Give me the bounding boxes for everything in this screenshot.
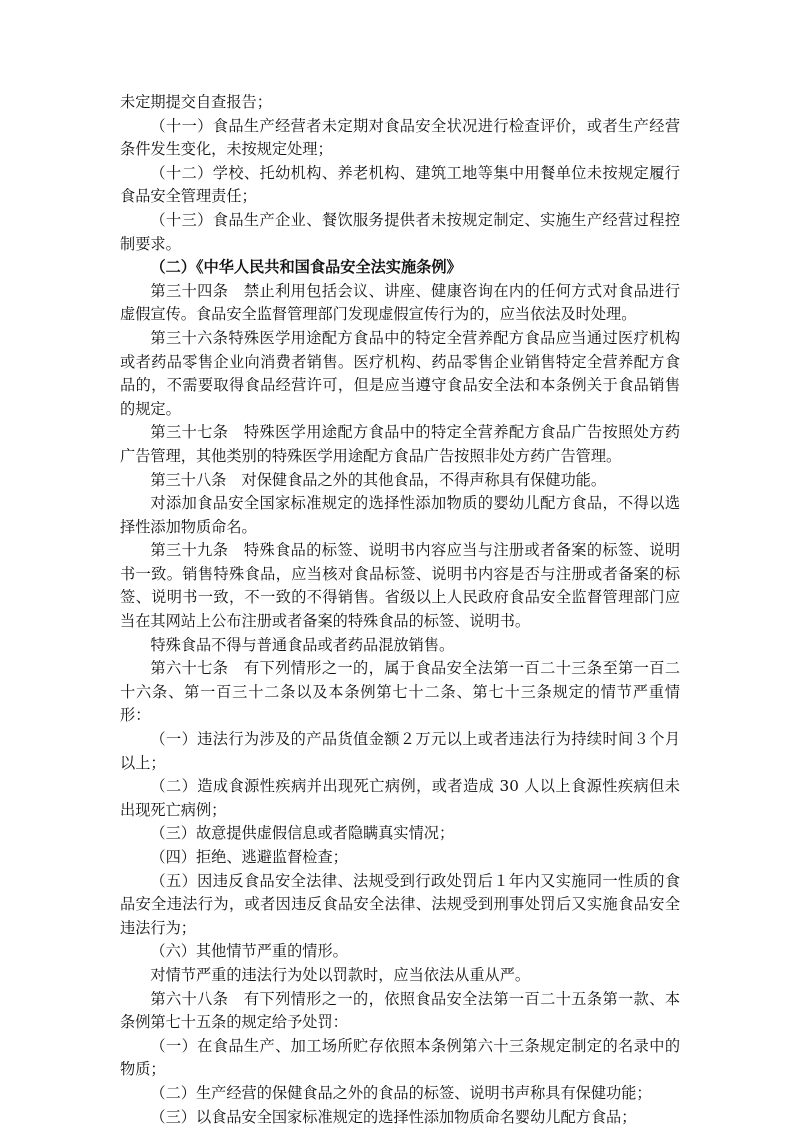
list-item-13: （十三）食品生产企业、餐饮服务提供者未按规定制定、实施生产经营过程控制要求。 [120, 210, 680, 253]
article-38-paragraph-2: 对添加食品安全国家标准规定的选择性添加物质的婴幼儿配方食品，不得以选择性添加物质命名。 [120, 494, 680, 536]
article-67-item-4: （四）拒绝、逃避监督检查； [150, 848, 348, 866]
article-67: 第六十七条 有下列情形之一的，属于食品安全法第一百二十三条至第一百二十六条、第一百三十二条以及本条例第七十二条、第七十三条规定的情节严重情形： [120, 659, 680, 725]
article-36: 第三十六条特殊医学用途配方食品中的特定全营养配方食品应当通过医疗机构或者药品零售企业向消费者销售。医疗机构、药品零售企业销售特定全营养配方食品的，不需要取得食品经营许可，但是应当遵守食品安全法和本条例关于食品销售的规定。 [120, 328, 680, 418]
article-67-item-1: （一）违法行为涉及的产品货值金额２万元以上或者违法行为持续时间３个月以上； [120, 730, 680, 772]
list-item-11: （十一）食品生产经营者未定期对食品安全状况进行检查评价，或者生产经营条件发生变化，未按规定处理； [120, 116, 680, 159]
list-item-12: （十二）学校、托幼机构、养老机构、建筑工地等集中用餐单位未按规定履行食品安全管理责任； [120, 163, 680, 206]
document-page [120, 91, 680, 1129]
article-67-paragraph-2: 对情节严重的违法行为处以罚款时，应当依法从重从严。 [150, 965, 531, 984]
article-68-item-2: （二）生产经营的保健食品之外的食品的标签、说明书声称具有保健功能； [150, 1083, 652, 1102]
article-39: 第三十九条 特殊食品的标签、说明书内容应当与注册或者备案的标签、说明书一致。销售特殊食品，应当核对食品标签、说明书内容是否与注册或者备案的标签、说明书一致，不一致的不得销售。省级以上人民政府食品安全监督管理部门应当在其网站上公布注册或者备案的特殊食品的标签、说明书。 [120, 541, 680, 631]
article-38: 第三十八条 对保健食品之外的其他食品，不得声称具有保健功能。 [150, 470, 607, 489]
article-68-item-1: （一）在食品生产、加工场所贮存依照本条例第六十三条规定制定的名录中的物质； [120, 1036, 680, 1079]
article-67-item-2: （二）造成食源性疾病并出现死亡病例，或者造成 30 人以上食源性疾病但未出现死亡病例； [120, 777, 680, 819]
article-67-item-6: （六）其他情节严重的情形。 [150, 942, 348, 961]
article-39-paragraph-2: 特殊食品不得与普通食品或者药品混放销售。 [150, 635, 455, 654]
article-67-item-5: （五）因违反食品安全法律、法规受到行政处罚后１年内又实施同一性质的食品安全违法行为，或者因违反食品安全法律、法规受到刑事处罚后又实施食品安全违法行为； [120, 871, 680, 937]
paragraph-continuation: 未定期提交自查报告； [120, 93, 272, 111]
section-heading: （二）《中华人民共和国食品安全法实施条例》 [150, 258, 462, 277]
article-68-item-3: （三）以食品安全国家标准规定的选择性添加物质命名婴幼儿配方食品； [150, 1107, 637, 1126]
article-37: 第三十七条 特殊医学用途配方食品中的特定全营养配方食品广告按照处方药广告管理，其他类别的特殊医学用途配方食品广告按照非处方药广告管理。 [120, 423, 680, 465]
article-68: 第六十八条 有下列情形之一的，依照食品安全法第一百二十五条第一款、本条例第七十五条的规定给予处罚： [120, 989, 680, 1032]
article-34: 第三十四条 禁止利用包括会议、讲座、健康咨询在内的任何方式对食品进行虚假宣传。食品安全监督管理部门发现虚假宣传行为的，应当依法及时处理。 [120, 281, 680, 324]
article-67-item-3: （三）故意提供虚假信息或者隐瞒真实情况； [150, 824, 455, 843]
